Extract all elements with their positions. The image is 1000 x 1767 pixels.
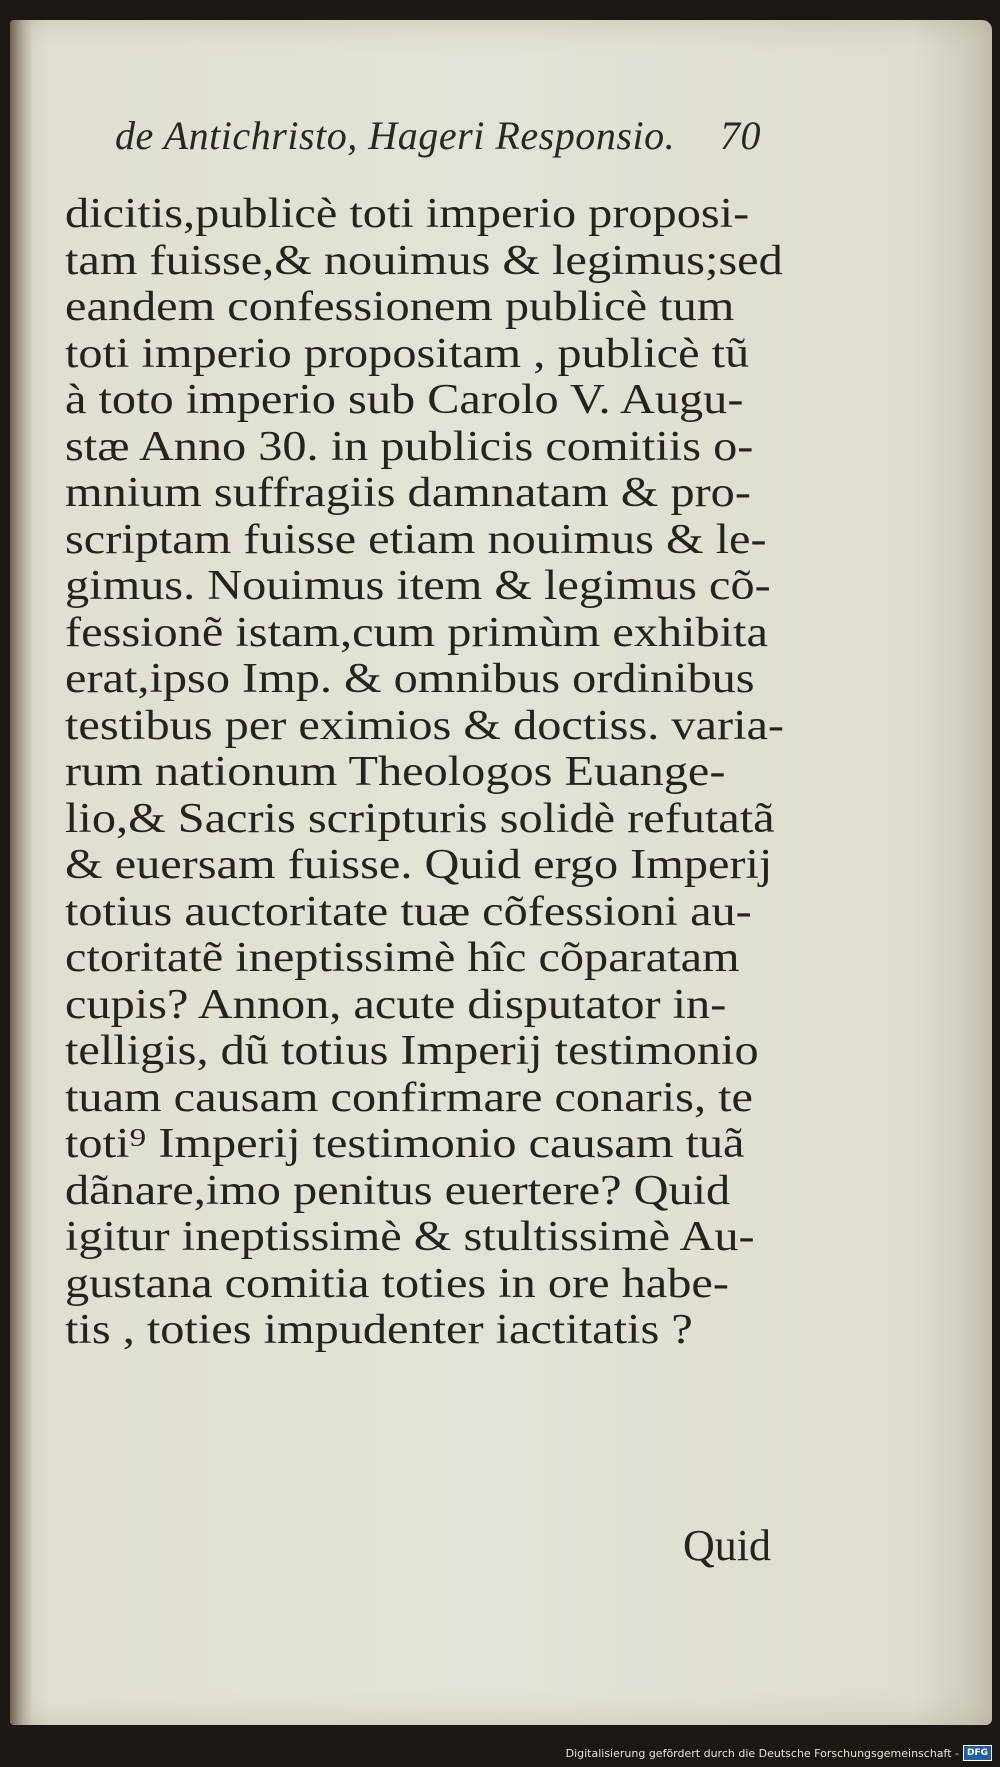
text-line: tam fuisse,& nouimus & legimus;sed [65,237,783,284]
text-line: scriptam fuisse etiam nouimus & le- [65,516,767,563]
text-line: igitur ineptissimè & stultissimè Au- [65,1214,755,1260]
running-head [95,112,795,172]
text-line: mnium suffragiis damnatam & pro- [65,470,751,516]
digitization-credit [566,1743,992,1763]
text-line: toti imperio propositam , publicè tũ [65,330,750,377]
text-line: à toto imperio sub Carolo V. Augu- [65,377,744,423]
text-line: telligis, dũ totius Imperij testimonio [65,1028,759,1074]
running-head-title: de Antichristo, Hageri Responsio. [115,113,676,158]
book-page [10,20,992,1725]
text-line: totius auctoritate tuæ cõfessioni au- [65,888,752,935]
text-line: lio,& Sacris scripturis solidè refutatã [65,795,775,842]
catchword: Quid [683,1521,771,1570]
text-line: dicitis,publicè toti imperio proposi- [65,191,750,237]
dfg-logo: DFG [963,1745,992,1761]
text-line: eandem confessionem publicè tum [65,284,735,330]
text-line: ctoritatẽ ineptissimè hîc cõparatam [65,935,740,981]
text-line: dãnare,imo penitus euertere? Quid [65,1167,731,1214]
page-gutter-edge [10,20,32,1725]
text-line: fessionẽ istam,cum primùm exhibita [65,609,768,656]
page-number: 70 [720,113,761,158]
text-line: tuam causam confirmare conaris, te [65,1074,753,1121]
text-line: erat,ipso Imp. & omnibus ordinibus [65,656,755,702]
text-line: tis , toties impudenter iactitatis ? [65,1307,693,1353]
credit-text: Digitalisierung gefördert durch die Deutsche Forschungsgemeinschaft - [565,1746,959,1760]
text-line: gimus. Nouimus item & legimus cõ- [65,563,771,609]
text-line: toti⁹ Imperij testimonio causam tuã [65,1121,745,1167]
text-line: rum nationum Theologos Euange- [65,749,726,795]
text-line: cupis? Annon, acute disputator in- [65,981,727,1028]
text-line: testibus per eximios & doctiss. varia- [65,702,785,749]
text-line: & euersam fuisse. Quid ergo Imperij [65,842,773,888]
text-line: gustana comitia toties in ore habe- [65,1260,729,1307]
text-line: stæ Anno 30. in publicis comitiis o- [65,423,754,470]
